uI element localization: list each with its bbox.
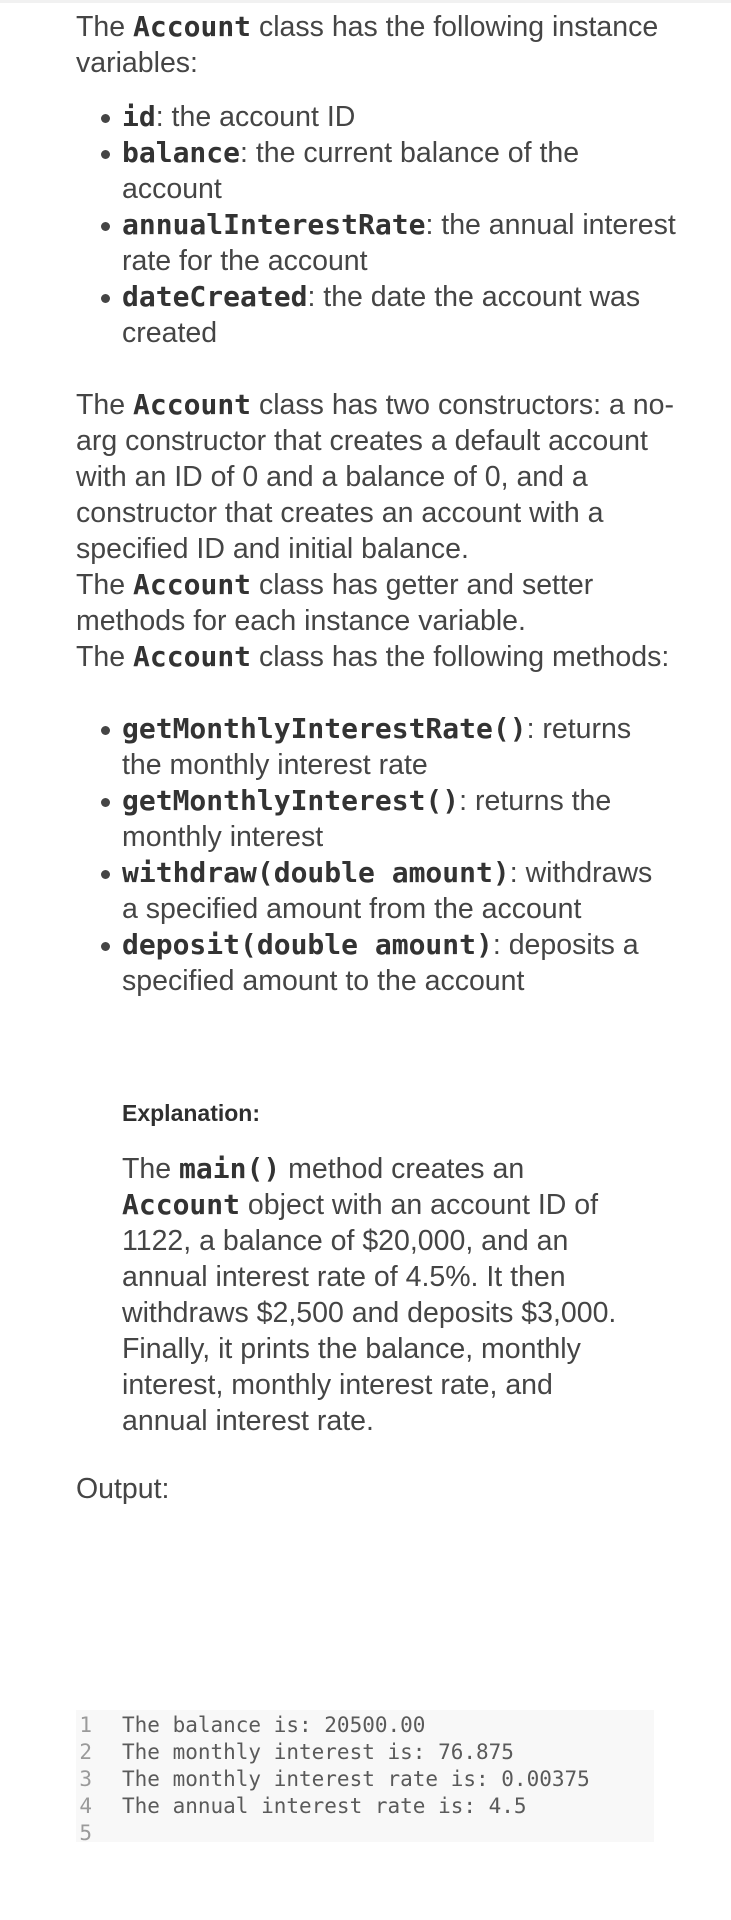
constructors-text-pre: The	[76, 389, 134, 421]
intro-class-code: Account	[133, 10, 252, 43]
list-item	[76, 135, 676, 207]
method-description: : deposits a specified amount to the account	[122, 929, 639, 997]
code-line-text: The balance is: 20500.00	[122, 1713, 426, 1737]
list-item	[76, 927, 676, 999]
methods-intro	[76, 639, 676, 675]
list-item	[76, 711, 676, 783]
list-item	[76, 99, 676, 135]
constructors-paragraph	[76, 387, 676, 567]
output-code-block	[76, 1710, 654, 1845]
output-label: Output:	[76, 1473, 170, 1505]
account-class-code: Account	[122, 1188, 241, 1221]
main-method-code: main()	[179, 1152, 281, 1185]
line-number: 3	[79, 1767, 92, 1791]
getters-class-code: Account	[133, 568, 252, 601]
constructors-class-code: Account	[133, 388, 252, 421]
article-content	[76, 9, 676, 1561]
var-name-code: dateCreated	[122, 280, 308, 313]
explanation-text-post: object with an account ID of 1122, a balance of $20,000, and an annual interest rate of 4.5%. It then withdraws $2,500 and deposits $3,000. Finally, it prints the balance, monthly interest, monthly interest rate, and annual interest rate.	[122, 1189, 617, 1437]
constructors-text-post: class has two constructors: a no-arg constructor that creates a default account with an ID of 0 and a balance of 0, and a constructor that creates an account with a specified ID and initial balance.	[76, 389, 674, 565]
var-description: : the current balance of the account	[122, 137, 580, 205]
explanation-heading: Explanation:	[122, 1100, 261, 1126]
var-description: : the account ID	[155, 101, 356, 133]
var-description: : the annual interest rate for the account	[122, 209, 676, 277]
method-name-code: withdraw(double amount)	[122, 856, 510, 889]
method-name-code: getMonthlyInterestRate()	[122, 712, 527, 745]
explanation-paragraph	[122, 1151, 622, 1439]
list-item	[76, 279, 676, 351]
code-line-text: The monthly interest rate is: 0.00375	[122, 1767, 590, 1791]
line-number: 5	[79, 1821, 92, 1845]
methods-intro-text-pre: The	[76, 641, 134, 673]
method-description: : returns the monthly interest	[122, 785, 612, 853]
intro-text-post: class has the following instance variables:	[76, 11, 659, 79]
top-border	[0, 0, 731, 3]
methods-intro-class-code: Account	[133, 640, 252, 673]
var-name-code: annualInterestRate	[122, 208, 426, 241]
list-item	[76, 207, 676, 279]
intro-text-pre: The	[76, 11, 134, 43]
list-item	[76, 783, 676, 855]
explanation-section	[122, 1095, 622, 1439]
line-number: 4	[79, 1794, 92, 1818]
var-name-code: balance	[122, 136, 241, 169]
getters-text-post: class has getter and setter methods for each instance variable.	[76, 569, 594, 637]
code-line-text: The monthly interest is: 76.875	[122, 1740, 514, 1764]
instance-variables-list	[76, 99, 676, 351]
methods-intro-text-post: class has the following methods:	[251, 641, 670, 673]
line-number: 1	[79, 1713, 92, 1737]
method-name-code: getMonthlyInterest()	[122, 784, 460, 817]
code-line-text: The annual interest rate is: 4.5	[122, 1794, 527, 1818]
list-item	[76, 855, 676, 927]
method-description: : returns the monthly interest rate	[122, 713, 632, 781]
method-name-code: deposit(double amount)	[122, 928, 493, 961]
explanation-text-pre: The	[122, 1153, 180, 1185]
var-name-code: id	[122, 100, 156, 133]
getters-text-pre: The	[76, 569, 134, 601]
getters-paragraph	[76, 567, 676, 639]
line-number: 2	[79, 1740, 92, 1764]
method-description: : withdraws a specified amount from the account	[122, 857, 653, 925]
instance-variables-intro	[76, 9, 676, 81]
explanation-text-mid: method creates an	[280, 1153, 525, 1185]
methods-list	[76, 711, 676, 999]
var-description: : the date the account was created	[122, 281, 641, 349]
